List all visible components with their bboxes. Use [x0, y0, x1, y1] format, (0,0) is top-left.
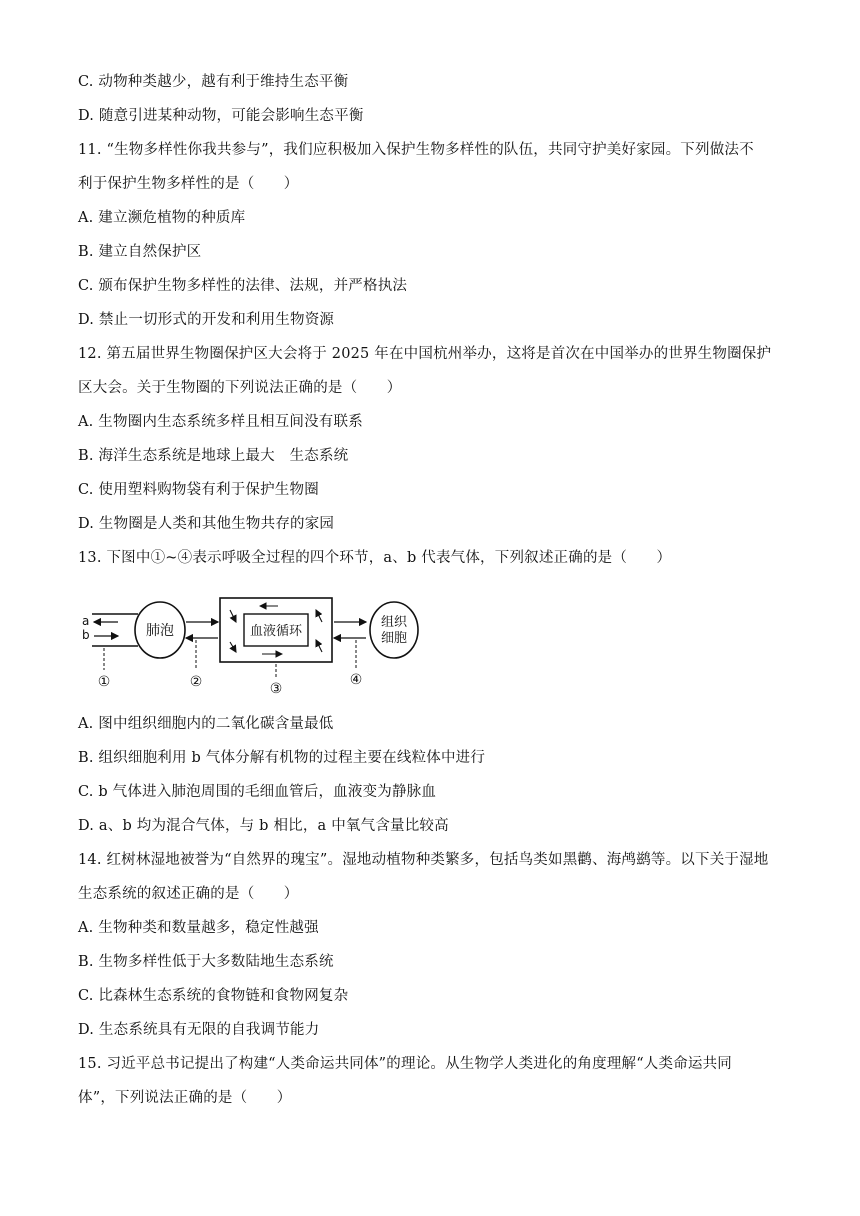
tissue-cell-label-2: 细胞 — [380, 631, 408, 646]
q13-stem: 13. 下图中①~④表示呼吸全过程的四个环节，a、b 代表气体，下列叙述正确的是（ ） — [78, 550, 672, 566]
q12-stem-line1: 12. 第五届世界生物圈保护区大会将于 2025 年在中国杭州举办，这将是首次在中国举办的世界生物圈保护 — [78, 346, 772, 362]
q11-option-a: A. 建立濒危植物的种质库 — [78, 210, 246, 226]
q10-option-c: C. 动物种类越少，越有利于维持生态平衡 — [78, 74, 349, 90]
q11-stem-line2: 利于保护生物多样性的是（ ） — [78, 176, 299, 192]
q13-option-c: C. b 气体进入肺泡周围的毛细血管后，血液变为静脉血 — [78, 784, 437, 800]
q11-option-b: B. 建立自然保护区 — [78, 244, 202, 260]
q12-option-d: D. 生物圈是人类和其他生物共存的家园 — [78, 516, 335, 532]
gas-a-label: a — [82, 614, 90, 628]
step2-label: ② — [189, 674, 203, 690]
q14-option-c: C. 比森林生态系统的食物链和食物网复杂 — [78, 988, 349, 1004]
q12-option-a: A. 生物圈内生态系统多样且相互间没有联系 — [78, 414, 363, 430]
gas-b-label: b — [82, 628, 90, 642]
q11-option-d: D. 禁止一切形式的开发和利用生物资源 — [78, 312, 335, 328]
q15-stem-line1: 15. 习近平总书记提出了构建“人类命运共同体”的理论。从生物学人类进化的角度理解“人类命运共同 — [78, 1056, 733, 1072]
q13-option-a: A. 图中组织细胞内的二氧化碳含量最低 — [78, 716, 334, 732]
q12-stem-line2: 区大会。关于生物圈的下列说法正确的是（ ） — [78, 380, 402, 396]
q12-option-c: C. 使用塑料购物袋有利于保护生物圈 — [78, 482, 319, 498]
q11-option-c: C. 颁布保护生物多样性的法律、法规，并严格执法 — [78, 278, 408, 294]
step3-label: ③ — [269, 681, 283, 696]
q10-option-d: D. 随意引进某种动物，可能会影响生态平衡 — [78, 108, 364, 124]
circulation-label: 血液循环 — [249, 624, 303, 639]
q14-stem-line1: 14. 红树林湿地被誉为“自然界的瑰宝”。湿地动植物种类繁多，包括鸟类如黑鹳、海鸬鹚等。以下关于湿地 — [78, 852, 769, 868]
tissue-cell-label-1: 组织 — [380, 615, 408, 630]
q13-option-b: B. 组织细胞利用 b 气体分解有机物的过程主要在线粒体中进行 — [78, 750, 486, 766]
q14-stem-line2: 生态系统的叙述正确的是（ ） — [78, 886, 299, 902]
respiration-diagram — [78, 592, 438, 696]
q15-stem-line2: 体”，下列说法正确的是（ ） — [78, 1090, 292, 1106]
q14-option-a: A. 生物种类和数量越多，稳定性越强 — [78, 920, 319, 936]
q11-stem-line1: 11. “生物多样性你我共参与”，我们应积极加入保护生物多样性的队伍，共同守护美好家园。下列做法不 — [78, 142, 754, 158]
step1-label: ① — [97, 674, 111, 690]
alveolus-label: 肺泡 — [146, 623, 174, 639]
step4-label: ④ — [349, 672, 363, 688]
q12-option-b: B. 海洋生态系统是地球上最大 生态系统 — [78, 448, 349, 464]
tissue-cell-shape — [370, 602, 418, 658]
q13-option-d: D. a、b 均为混合气体，与 b 相比，a 中氧气含量比较高 — [78, 818, 449, 834]
q14-option-b: B. 生物多样性低于大多数陆地生态系统 — [78, 954, 334, 970]
q14-option-d: D. 生态系统具有无限的自我调节能力 — [78, 1022, 320, 1038]
